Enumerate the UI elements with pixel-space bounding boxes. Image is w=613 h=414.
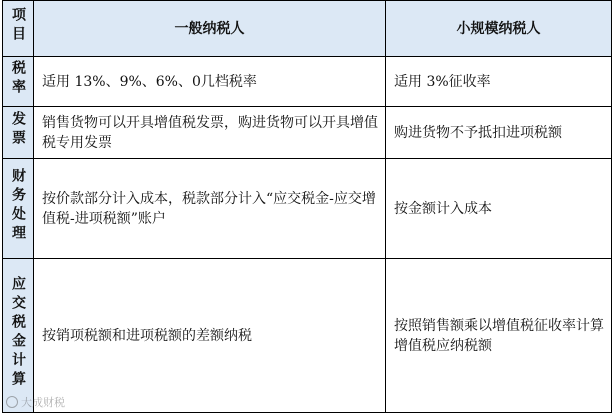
general-cell: 按销项税额和进项税额的差额纳税 <box>34 259 386 413</box>
table-row-tax-payable <box>3 259 612 413</box>
small-cell: 按照销售额乘以增值税征收率计算增值税应纳税额 <box>386 259 612 413</box>
general-cell: 适用 13%、9%、6%、0几档税率 <box>34 57 386 107</box>
row-label-cell <box>3 259 34 413</box>
header-item-cell <box>3 1 34 57</box>
table-row-accounting <box>3 159 612 259</box>
small-cell: 购进货物不予抵扣进项税额 <box>386 107 612 159</box>
row-label: 发票 <box>10 110 26 149</box>
watermark-logo-icon <box>6 396 18 408</box>
row-label: 应交税金计算 <box>10 275 26 390</box>
tax-comparison-table <box>2 0 612 413</box>
general-cell: 按价款部分计入成本，税款部分计入“应交税金-应交增值税-进项税额”账户 <box>34 159 386 259</box>
row-label-cell <box>3 107 34 159</box>
general-cell: 销售货物可以开具增值税发票，购进货物可以开具增值税专用发票 <box>34 107 386 159</box>
row-label-cell <box>3 159 34 259</box>
small-cell: 按金额计入成本 <box>386 159 612 259</box>
header-row <box>3 1 612 57</box>
header-general-taxpayer: 一般纳税人 <box>34 1 386 57</box>
header-small-taxpayer: 小规模纳税人 <box>386 1 612 57</box>
watermark-text: 大成财税 <box>21 396 65 409</box>
small-cell: 适用 3%征收率 <box>386 57 612 107</box>
row-label: 财务处理 <box>10 167 26 244</box>
row-label-cell <box>3 57 34 107</box>
row-label: 税率 <box>10 59 26 98</box>
table-row-tax-rate <box>3 57 612 107</box>
header-item-label: 项目 <box>10 6 26 45</box>
table-row-invoice <box>3 107 612 159</box>
watermark <box>6 394 65 410</box>
